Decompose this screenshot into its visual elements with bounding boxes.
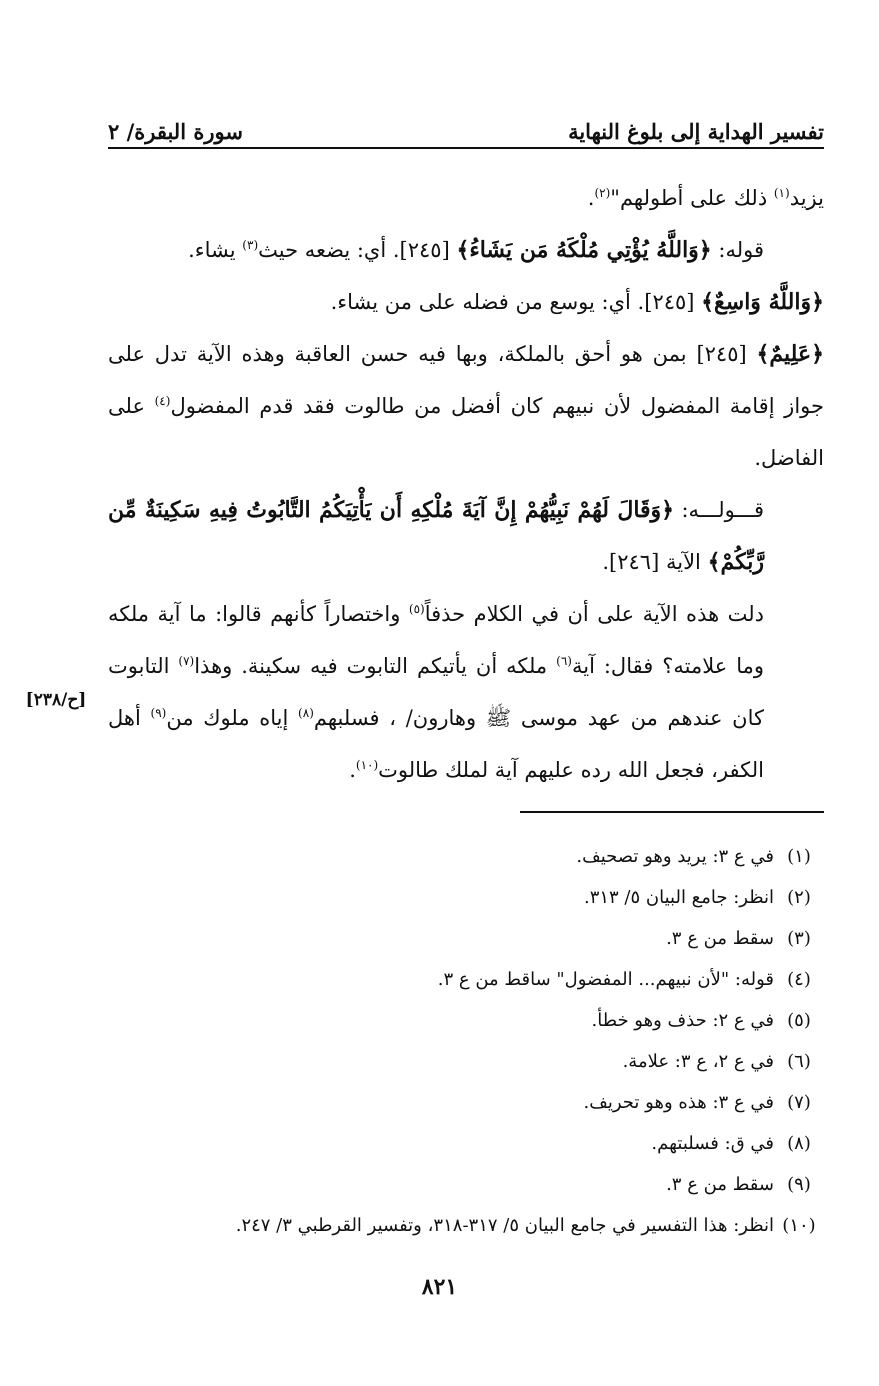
footnote-ref[interactable]: (٦)	[556, 654, 572, 668]
text-run: الآية [٢٤٦].	[602, 550, 708, 574]
text-run: إياه ملوك من	[166, 706, 299, 730]
header-rule	[108, 147, 824, 149]
footnote-item	[108, 1041, 824, 1082]
text-run: ملكه أن يأتيكم التابوت فيه سكينة. وهذا	[194, 654, 557, 678]
footnote-number: (٢)	[787, 887, 811, 908]
text-run: .	[587, 186, 595, 210]
footnote-ref[interactable]: (٩)	[150, 706, 167, 720]
text-run: يزيد	[789, 186, 824, 210]
footnote-separator	[520, 811, 824, 813]
footnote-item	[108, 1082, 824, 1123]
footnote-item	[108, 836, 824, 877]
paragraph-6	[108, 588, 824, 796]
main-text	[108, 172, 824, 796]
footnote-item	[108, 1205, 824, 1246]
footnote-item	[108, 1123, 824, 1164]
text-run: يشاء.	[188, 238, 243, 262]
text-run: أهل الكفر، فجعل الله رده عليهم آية لملك طالوت	[108, 706, 764, 782]
text-run: [٢٤٥] بمن هو أحق بالملكة، وبها فيه حسن العاقبة وهذه الآية تدل على جواز إقامة المفضول لأن نبيهم كان أفضل من طالوت فقد قدم المفضول	[108, 342, 824, 418]
paragraph-2	[108, 224, 824, 276]
paragraph-4	[108, 328, 824, 484]
footnote-number: (١٠)	[782, 1215, 816, 1236]
footnote-ref[interactable]: (٢)	[594, 186, 611, 200]
footnote-item	[108, 1000, 824, 1041]
text-run: .	[349, 758, 356, 782]
footnote-text: انظر: جامع البيان ٥/ ٣١٣.	[583, 887, 774, 908]
footnote-ref[interactable]: (١)	[773, 186, 790, 200]
paragraph-1	[108, 172, 824, 224]
text-run: واختصاراً كأنهم قالوا: ما آية ملكه وما علامته؟ فقال: آية	[108, 602, 764, 678]
footnote-ref[interactable]: (٤)	[154, 394, 171, 408]
paragraph-3	[108, 276, 824, 328]
quran-verse: ﴿عَلِيمٌ﴾	[756, 341, 824, 367]
footnote-text: في ع ٢، ع ٣: علامة.	[622, 1051, 774, 1072]
header-book-title: تفسير الهداية إلى بلوغ النهاية	[568, 119, 824, 144]
footnote-ref[interactable]: (١٠)	[355, 758, 379, 772]
quran-verse: ﴿وَقَالَ لَهُمْ نَبِيُّهُمْ إِنَّ آيَةَ مُلْكِهِ أَن يَأْتِيَكُمُ التَّابُوتُ فِيهِ سَكِينَةٌ مِّن رَّبِّكُمْ﴾	[108, 497, 764, 575]
footnote-text: قوله: "لأن نبيهم... المفضول" ساقط من ع ٣.	[437, 969, 774, 990]
footnote-text: في ع ٣: هذه وهو تحريف.	[583, 1092, 774, 1113]
footnote-text: في ق: فسلبتهم.	[651, 1133, 774, 1154]
footnote-number: (٥)	[787, 1010, 811, 1031]
footnote-number: (٩)	[787, 1174, 811, 1195]
footnote-ref[interactable]: (٨)	[298, 706, 314, 720]
page-number: ٨٢١	[421, 1274, 458, 1300]
quran-verse: ﴿وَاللَّهُ وَاسِعٌ﴾	[701, 289, 824, 315]
text-run: [٢٤٥]. أي: يضعه حيث	[258, 238, 457, 262]
footnote-number: (٧)	[787, 1092, 811, 1113]
footnote-number: (٤)	[787, 969, 811, 990]
footnote-item	[108, 918, 824, 959]
text-run: دلت هذه الآية على أن في الكلام حذفاً	[424, 602, 765, 626]
footnote-text: انظر: هذا التفسير في جامع البيان ٥/ ٣١٧-٣١٨، وتفسير القرطبي ٣/ ٢٤٧.	[235, 1215, 774, 1236]
footnote-ref[interactable]: (٣)	[242, 238, 259, 252]
footnote-text: سقط من ع ٣.	[666, 928, 774, 949]
text-run: ذلك على أطولهم"	[610, 186, 774, 210]
footnote-ref[interactable]: (٥)	[408, 602, 425, 616]
footnote-item	[108, 1164, 824, 1205]
footnote-number: (١)	[787, 846, 811, 867]
text-run: قوله:	[711, 238, 764, 262]
text-run: قـــولـــه:	[674, 498, 764, 522]
paragraph-5	[108, 484, 824, 588]
footnote-number: (٨)	[787, 1133, 811, 1154]
text-run: التابوت كان عندهم من عهد موسى ﷺ وهارون/ ، فسلبهم	[108, 654, 764, 730]
text-run: على الفاضل.	[108, 394, 824, 470]
manuscript-page-marker: [ح/٢٣٨]	[25, 690, 87, 710]
running-header	[108, 104, 824, 144]
footnote-item	[108, 959, 824, 1000]
quran-verse: ﴿وَاللَّهُ يُؤْتِي مُلْكَهُ مَن يَشَاءُ﴾	[456, 237, 712, 263]
footnote-text: سقط من ع ٣.	[666, 1174, 774, 1195]
footnote-ref[interactable]: (٧)	[178, 654, 195, 668]
footnote-number: (٣)	[787, 928, 811, 949]
footnotes	[108, 836, 824, 1246]
footnote-text: في ع ٢: حذف وهو خطأ.	[591, 1010, 774, 1031]
footnote-item	[108, 877, 824, 918]
text-run: [٢٤٥]. أي: يوسع من فضله على من يشاء.	[330, 290, 702, 314]
footnote-text: في ع ٣: يريد وهو تصحيف.	[576, 846, 774, 867]
footnote-number: (٦)	[787, 1051, 811, 1072]
header-surah: سورة البقرة/ ٢	[108, 119, 243, 144]
